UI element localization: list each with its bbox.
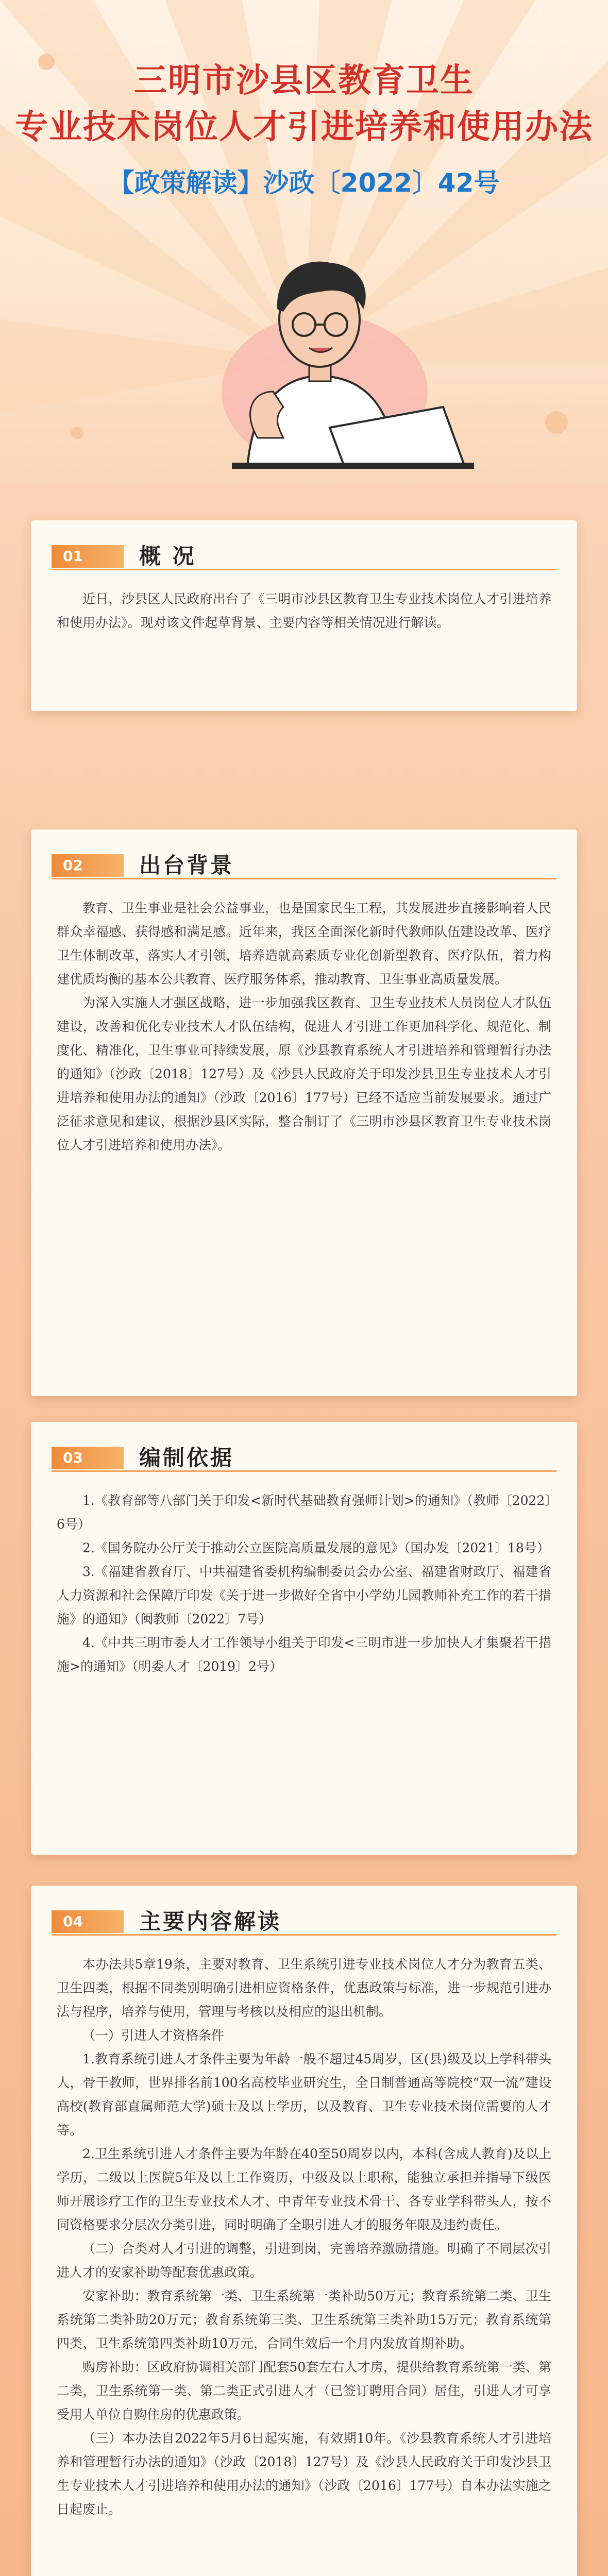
paragraph: 1.教育系统引进人才条件主要为年龄一般不超过45周岁，区(县)级及以上学科带头人，骨干教师，世界排名前100名高校毕业研究生，全日制普通高等院校“双一流”建设高校(教育部直属师范大学)硕士及以上学历，以及教育、卫生专业技术岗位需要的人才等。 [57, 2052, 551, 2138]
section-header [52, 542, 556, 570]
paragraph: （二）合类对人才引进的调整，引进到岗，完善培养激励措施。明确了不同层次引进人才的安家补助等配套优惠政策。 [57, 2241, 551, 2280]
paragraph: 教育、卫生事业是社会公益事业，也是国家民生工程，其发展进步直接影响着人民群众幸福感、获得感和满足感。近年来，我区全面深化新时代教师队伍建设改革、医疗卫生体制改革，落实人才引领，培养造就高素质专业化创新型教育、医疗队伍，着力构建优质均衡的基本公共教育、医疗服务体系，推动教育、卫生事业高质量发展。 [57, 901, 551, 987]
section-header [52, 1444, 556, 1472]
section-body [57, 587, 551, 635]
hero-banner [0, 0, 608, 484]
paragraph: （一）引进人才资格条件 [82, 2028, 225, 2043]
paragraph: 4.《中共三明市委人才工作领导小组关于印发<三明市进一步加快人才集聚若干措施>的通知》（明委人才〔2019〕2号） [57, 1635, 551, 1674]
section-main-content [31, 1886, 577, 2576]
section-overview [31, 520, 577, 711]
person-illustration [155, 222, 474, 469]
paragraph: 为深入实施人才强区战略，进一步加强我区教育、卫生专业技术人员岗位人才队伍建设，改善和优化专业技术人才队伍结构，促进人才引进工作更加科学化、规范化、制度化、精准化，卫生事业可持续发展，原《沙县教育系统人才引进培养和管理暂行办法的通知》（沙政〔2018〕127号）及《沙县人民政府关于印发沙县卫生专业技术人才引进培养和使用办法的通知》（沙政〔2016〕177号）已经不适应当前发展要求。通过广泛征求意见和建议，根据沙县区实际，整合制订了《三明市沙县区教育卫生专业技术岗位人才引进培养和使用办法》。 [57, 995, 551, 1153]
doc-number: 【政策解读】沙政〔2022〕42号 [108, 168, 500, 198]
section-body [57, 1489, 551, 1679]
section-background [31, 829, 577, 1396]
paragraph: 本办法共5章19条，主要对教育、卫生系统引进专业技术岗位人才分为教育五类、卫生四类，根据不同类别明确引进相应资格条件，优惠政策与标准，进一步规范引进办法与程序，培养与使用，管理与考核以及相应的退出机制。 [57, 1957, 551, 2019]
section-header [52, 1907, 556, 1936]
paragraph: 1.《教育部等八部门关于印发<新时代基础教育强师计划>的通知》（教师〔2022〕6号） [57, 1493, 551, 1532]
section-basis [31, 1422, 577, 1855]
section-header [52, 851, 556, 879]
paragraph: 2.卫生系统引进人才条件主要为年龄在40至50周岁以内，本科(含成人教育)及以上学历，二级以上医院5年及以上工作资历，中级及以上职称，能独立承担并指导下级医师开展诊疗工作的卫生专业技术人才、中青年专业技术骨干、各专业学科带头人，按不同资格要求分层次分类引进，同时明确了全职引进人才的服务年限及违约责任。 [57, 2146, 551, 2232]
section-title: 编制依据 [139, 1445, 234, 1470]
paragraph: （三）本办法自2022年5月6日起实施，有效期10年。《沙县教育系统人才引进培养和管理暂行办法的通知》（沙政〔2018〕127号）及《沙县人民政府关于印发沙县卫生专业技术人才引进培养和使用办法的通知》（沙政〔2016〕177号）自本办法实施之日起废止。 [57, 2431, 551, 2517]
section-title: 概 况 [139, 544, 196, 569]
paragraph: 安家补助：教育系统第一类、卫生系统第一类补助50万元；教育系统第二类、卫生系统第二类补助20万元；教育系统第三类、卫生系统第三类补助15万元；教育系统第四类、卫生系统第四类补助10万元，合同生效后一个月内发放首期补助。 [57, 2289, 551, 2351]
paragraph: 3.《福建省教育厅、中共福建省委机构编制委员会办公室、福建省财政厅、福建省人力资源和社会保障厅印发《关于进一步做好全省中小学幼儿园教师补充工作的若干措施》的通知》（闽教师〔2022〕7号） [57, 1564, 551, 1626]
section-title: 出台背景 [139, 853, 234, 878]
paragraph: 近日，沙县区人民政府出台了《三明市沙县区教育卫生专业技术岗位人才引进培养和使用办法》。现对该文件起草背景、主要内容等相关情况进行解读。 [57, 591, 551, 630]
section-title: 主要内容解读 [139, 1909, 282, 1934]
section-body [57, 896, 551, 1157]
page-title-line1: 三明市沙县区教育卫生 [134, 62, 474, 100]
section-badge: 04 [52, 1910, 124, 1933]
paragraph: 2.《国务院办公厅关于推动公立医院高质量发展的意见》（国办发〔2021〕18号） [82, 1540, 550, 1555]
section-badge: 03 [52, 1447, 124, 1469]
section-badge: 02 [52, 854, 124, 877]
paragraph: 购房补助：区政府协调相关部门配套50套左右人才房，提供给教育系统第一类、第二类，卫生系统第一类、第二类正式引进人才（已签订聘用合同）居住，引进人才可享受用人单位自购住房的优惠政策。 [57, 2360, 551, 2422]
section-badge: 01 [52, 545, 124, 568]
page-title-line2: 专业技术岗位人才引进培养和使用办法 [15, 108, 593, 146]
section-body [57, 1953, 551, 2521]
